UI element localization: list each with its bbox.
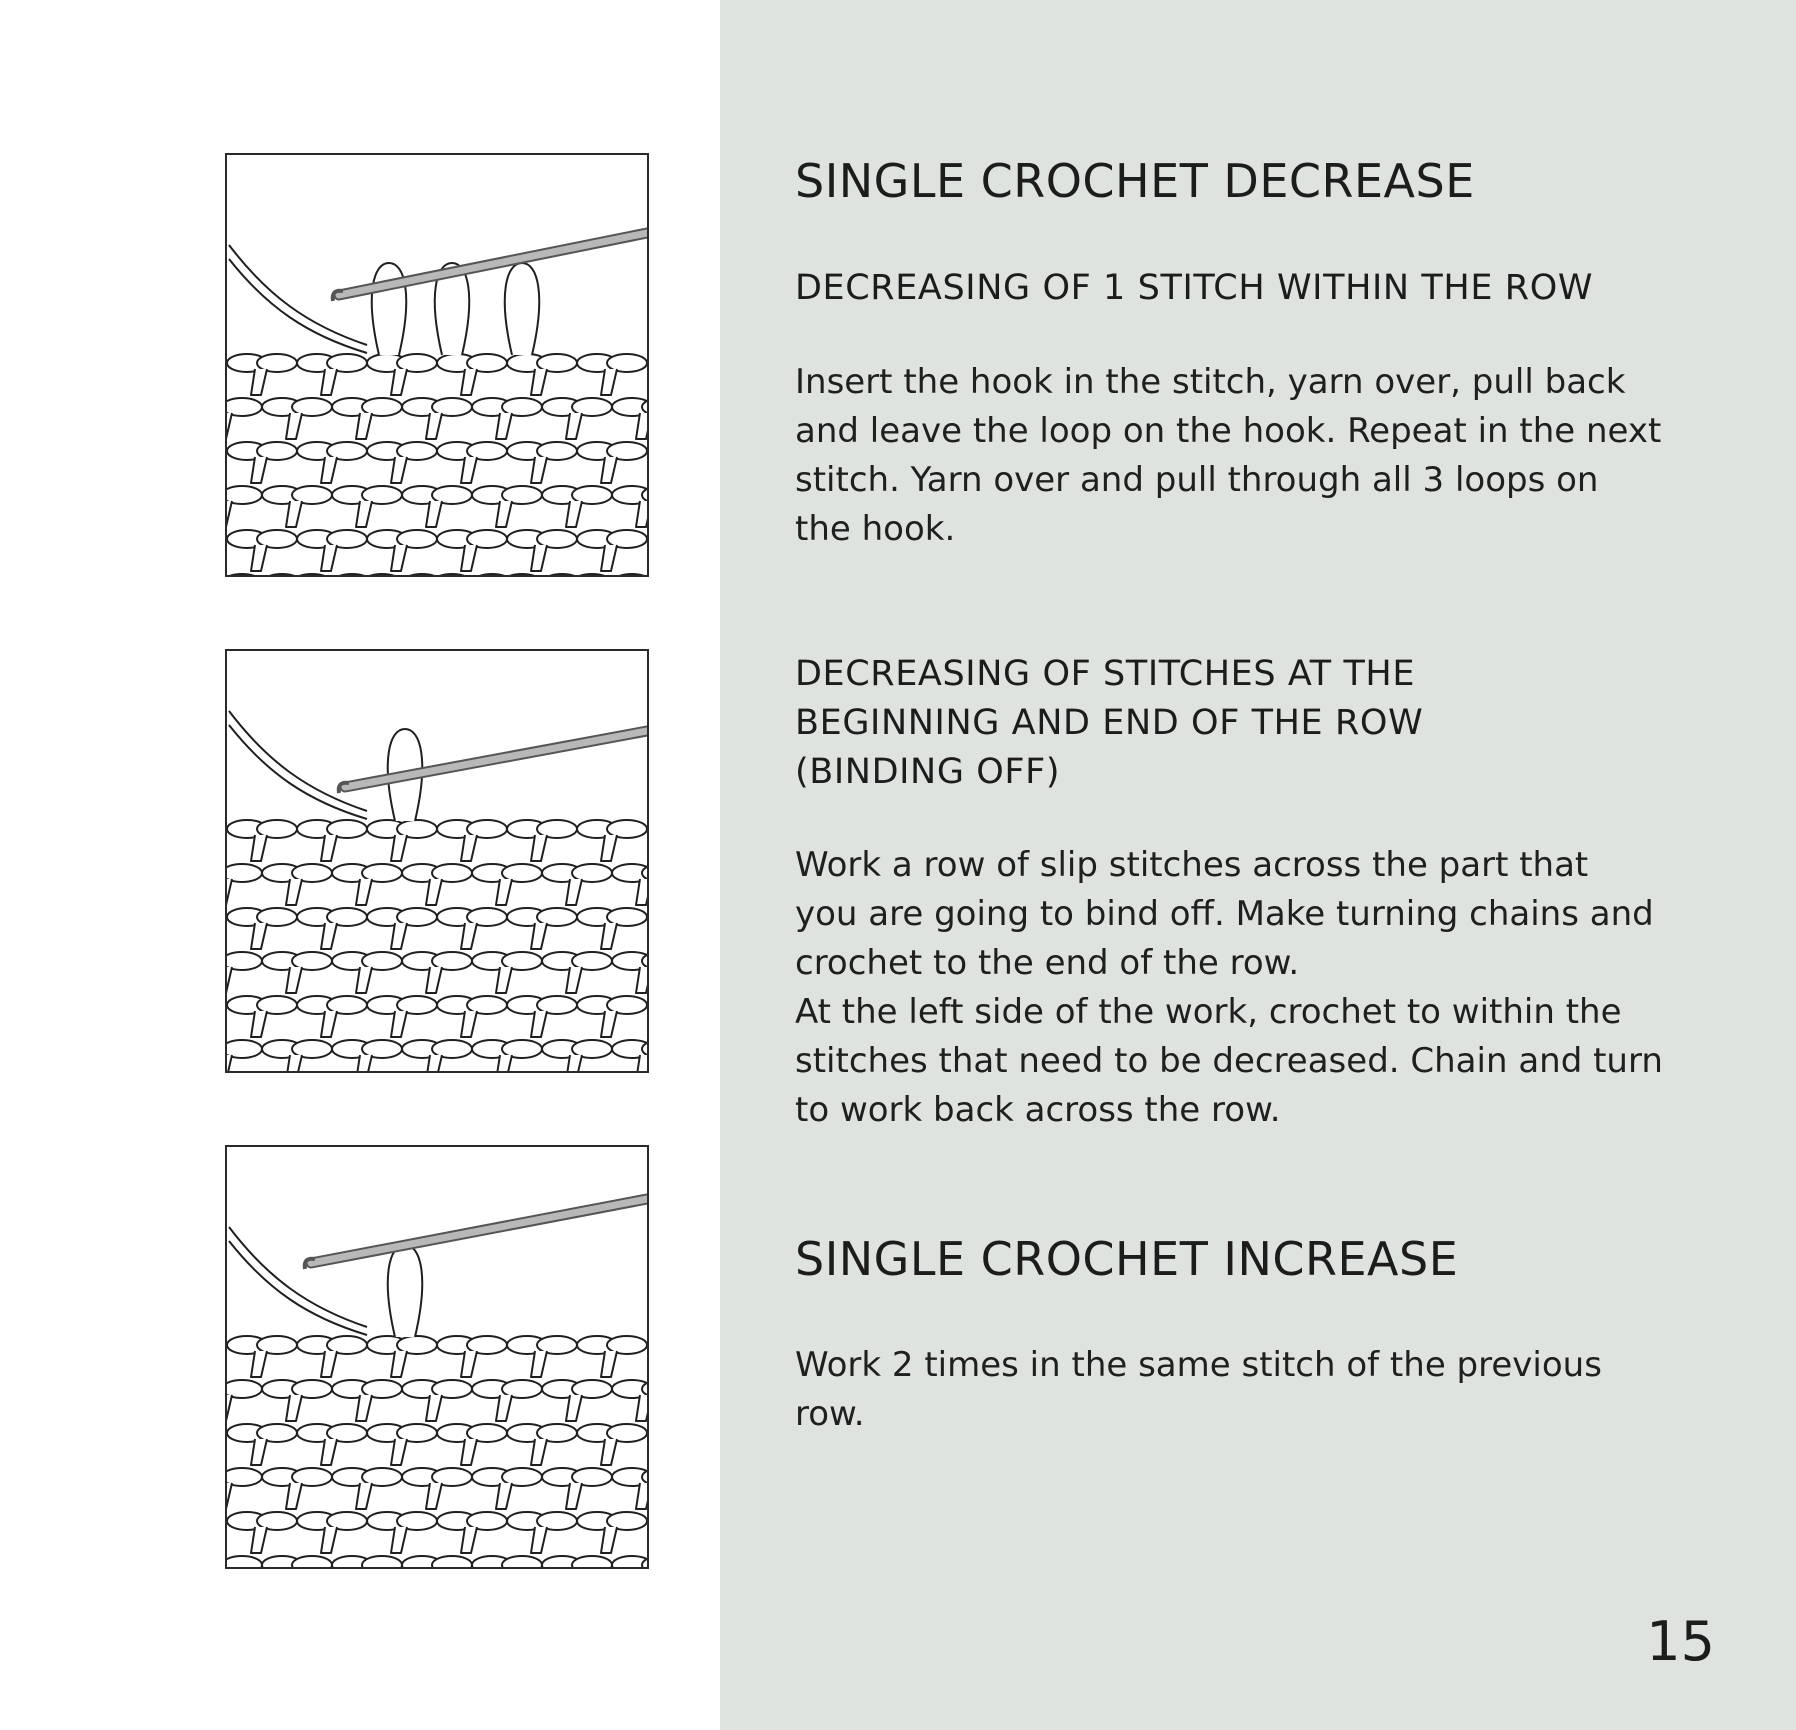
stitch-post bbox=[531, 835, 547, 861]
stitch-loop bbox=[227, 574, 262, 575]
stitch-post bbox=[286, 1395, 302, 1421]
stitch-loop bbox=[502, 574, 542, 575]
stitch-loop bbox=[402, 574, 442, 575]
stitch-post bbox=[356, 967, 372, 993]
stitch-post bbox=[426, 1483, 442, 1509]
stitch-post bbox=[391, 1439, 407, 1465]
stitch-post bbox=[391, 923, 407, 949]
stitch-post bbox=[286, 967, 302, 993]
page-number: 15 bbox=[1646, 1610, 1715, 1673]
stitch-post bbox=[601, 545, 617, 571]
stitch-post bbox=[601, 835, 617, 861]
stitch-post bbox=[286, 413, 302, 439]
stitch-post bbox=[286, 879, 302, 905]
stitch-post bbox=[321, 369, 337, 395]
stitch-post bbox=[566, 501, 582, 527]
stitch-post bbox=[356, 1483, 372, 1509]
stitch-post bbox=[391, 835, 407, 861]
stitch-post bbox=[251, 1011, 267, 1037]
crochet-drawing bbox=[227, 651, 647, 1071]
stitch-post bbox=[391, 1351, 407, 1377]
stitch-loop bbox=[292, 1556, 332, 1567]
stitch-post bbox=[321, 1527, 337, 1553]
stitch-post bbox=[356, 501, 372, 527]
stitch-post bbox=[636, 501, 647, 527]
stitch-loop bbox=[262, 574, 302, 575]
stitch-post bbox=[286, 1483, 302, 1509]
stitch-post bbox=[566, 413, 582, 439]
stitch-post bbox=[601, 1527, 617, 1553]
stitch-post bbox=[391, 545, 407, 571]
illustration-binding-off bbox=[225, 649, 649, 1073]
stitch-post bbox=[461, 369, 477, 395]
stitch-post bbox=[391, 1527, 407, 1553]
heading-line: (BINDING OFF) bbox=[795, 752, 1061, 792]
stitch-post bbox=[391, 369, 407, 395]
stitch-post bbox=[531, 1011, 547, 1037]
stitch-post bbox=[426, 413, 442, 439]
text-line: crochet to the end of the row. bbox=[795, 943, 1300, 983]
stitch-post bbox=[566, 1395, 582, 1421]
stitch-post bbox=[251, 1351, 267, 1377]
stitch-post bbox=[251, 1439, 267, 1465]
stitch-post bbox=[496, 879, 512, 905]
text-line: row. bbox=[795, 1394, 865, 1434]
text-line: Insert the hook in the stitch, yarn over, pull back bbox=[795, 362, 1626, 402]
stitch-loop bbox=[432, 574, 472, 575]
text-line: Work 2 times in the same stitch of the previous bbox=[795, 1345, 1602, 1385]
yarn-loop bbox=[372, 263, 406, 355]
subheading-decrease-within-row: DECREASING OF 1 STITCH WITHIN THE ROW bbox=[795, 268, 1594, 308]
stitch-post bbox=[251, 457, 267, 483]
stitch-post bbox=[636, 413, 647, 439]
stitch-post bbox=[356, 1395, 372, 1421]
stitch-loop bbox=[612, 574, 647, 575]
stitch-post bbox=[636, 1395, 647, 1421]
paragraph-binding-off bbox=[795, 841, 1675, 1135]
stitch-post bbox=[426, 879, 442, 905]
stitch-post bbox=[227, 1055, 232, 1071]
text-line: you are going to bind off. Make turning chains and bbox=[795, 894, 1654, 934]
stitch-post bbox=[321, 1351, 337, 1377]
stitch-post bbox=[251, 369, 267, 395]
text-line: the hook. bbox=[795, 509, 956, 549]
stitch-post bbox=[636, 1483, 647, 1509]
stitch-loop bbox=[227, 1556, 262, 1567]
stitch-post bbox=[531, 1527, 547, 1553]
stitch-post bbox=[461, 1351, 477, 1377]
stitch-post bbox=[601, 1351, 617, 1377]
stitch-post bbox=[321, 923, 337, 949]
stitch-post bbox=[251, 1527, 267, 1553]
stitch-post bbox=[496, 967, 512, 993]
yarn-loop bbox=[388, 1245, 422, 1337]
stitch-post bbox=[601, 369, 617, 395]
subheading-binding-off bbox=[795, 650, 1675, 797]
illustration-decrease-within-row bbox=[225, 153, 649, 577]
stitch-post bbox=[601, 1439, 617, 1465]
illustration-increase bbox=[225, 1145, 649, 1569]
stitch-post bbox=[227, 501, 232, 527]
paragraph-increase bbox=[795, 1341, 1675, 1439]
stitch-post bbox=[531, 545, 547, 571]
text-line: stitch. Yarn over and pull through all 3 loops on bbox=[795, 460, 1599, 500]
text-line: stitches that need to be decreased. Chain and turn bbox=[795, 1041, 1663, 1081]
stitch-post bbox=[227, 879, 232, 905]
stitch-post bbox=[286, 501, 302, 527]
crochet-drawing bbox=[227, 1147, 647, 1567]
paragraph-decrease-within-row bbox=[795, 358, 1675, 554]
crochet-hook-icon bbox=[339, 731, 647, 793]
text-line: Work a row of slip stitches across the part that bbox=[795, 845, 1589, 885]
heading-line: DECREASING OF STITCHES AT THE bbox=[795, 654, 1416, 694]
stitch-post bbox=[496, 413, 512, 439]
stitch-post bbox=[461, 923, 477, 949]
stitch-loop bbox=[572, 1556, 612, 1567]
stitch-post bbox=[227, 1483, 232, 1509]
stitch-post bbox=[461, 835, 477, 861]
stitch-post bbox=[461, 545, 477, 571]
stitch-post bbox=[251, 923, 267, 949]
yarn-loop bbox=[505, 263, 539, 355]
stitch-post bbox=[531, 369, 547, 395]
stitch-loop bbox=[472, 574, 512, 575]
stitch-loop bbox=[362, 574, 402, 575]
stitch-post bbox=[461, 1011, 477, 1037]
stitch-post bbox=[496, 1483, 512, 1509]
stitch-post bbox=[531, 457, 547, 483]
stitch-post bbox=[426, 1395, 442, 1421]
stitch-post bbox=[531, 1439, 547, 1465]
stitch-post bbox=[251, 545, 267, 571]
stitch-loop bbox=[502, 1556, 542, 1567]
stitch-post bbox=[426, 967, 442, 993]
stitch-loop bbox=[572, 574, 612, 575]
stitch-post bbox=[461, 457, 477, 483]
heading-single-crochet-decrease: SINGLE CROCHET DECREASE bbox=[795, 154, 1475, 208]
stitch-post bbox=[391, 1011, 407, 1037]
stitch-post bbox=[601, 1011, 617, 1037]
stitch-post bbox=[636, 879, 647, 905]
crochet-drawing bbox=[227, 155, 647, 575]
stitch-loop bbox=[332, 574, 372, 575]
stitch-post bbox=[321, 457, 337, 483]
crochet-hook-icon bbox=[305, 1199, 647, 1269]
stitch-post bbox=[227, 413, 232, 439]
text-line: to work back across the row. bbox=[795, 1090, 1281, 1130]
heading-single-crochet-increase: SINGLE CROCHET INCREASE bbox=[795, 1232, 1459, 1286]
stitch-post bbox=[227, 1395, 232, 1421]
stitch-loop bbox=[542, 574, 582, 575]
stitch-post bbox=[601, 923, 617, 949]
stitch-loop bbox=[432, 1556, 472, 1567]
stitch-post bbox=[496, 501, 512, 527]
stitch-post bbox=[391, 457, 407, 483]
stitch-post bbox=[321, 545, 337, 571]
stitch-post bbox=[461, 1439, 477, 1465]
stitch-post bbox=[321, 835, 337, 861]
stitch-post bbox=[461, 1527, 477, 1553]
stitch-post bbox=[601, 457, 617, 483]
stitch-post bbox=[531, 1351, 547, 1377]
stitch-loop bbox=[362, 1556, 402, 1567]
heading-line: BEGINNING AND END OF THE ROW bbox=[795, 703, 1424, 743]
stitch-post bbox=[356, 879, 372, 905]
stitch-post bbox=[251, 835, 267, 861]
stitch-post bbox=[321, 1011, 337, 1037]
stitch-loop bbox=[292, 574, 332, 575]
stitch-post bbox=[636, 967, 647, 993]
stitch-post bbox=[227, 967, 232, 993]
stitch-post bbox=[566, 1483, 582, 1509]
stitch-post bbox=[496, 1395, 512, 1421]
stitch-post bbox=[356, 413, 372, 439]
text-line: At the left side of the work, crochet to within the bbox=[795, 992, 1622, 1032]
text-line: and leave the loop on the hook. Repeat in the next bbox=[795, 411, 1662, 451]
stitch-post bbox=[426, 501, 442, 527]
stitch-post bbox=[566, 879, 582, 905]
stitch-post bbox=[321, 1439, 337, 1465]
stitch-post bbox=[531, 923, 547, 949]
stitch-post bbox=[566, 967, 582, 993]
